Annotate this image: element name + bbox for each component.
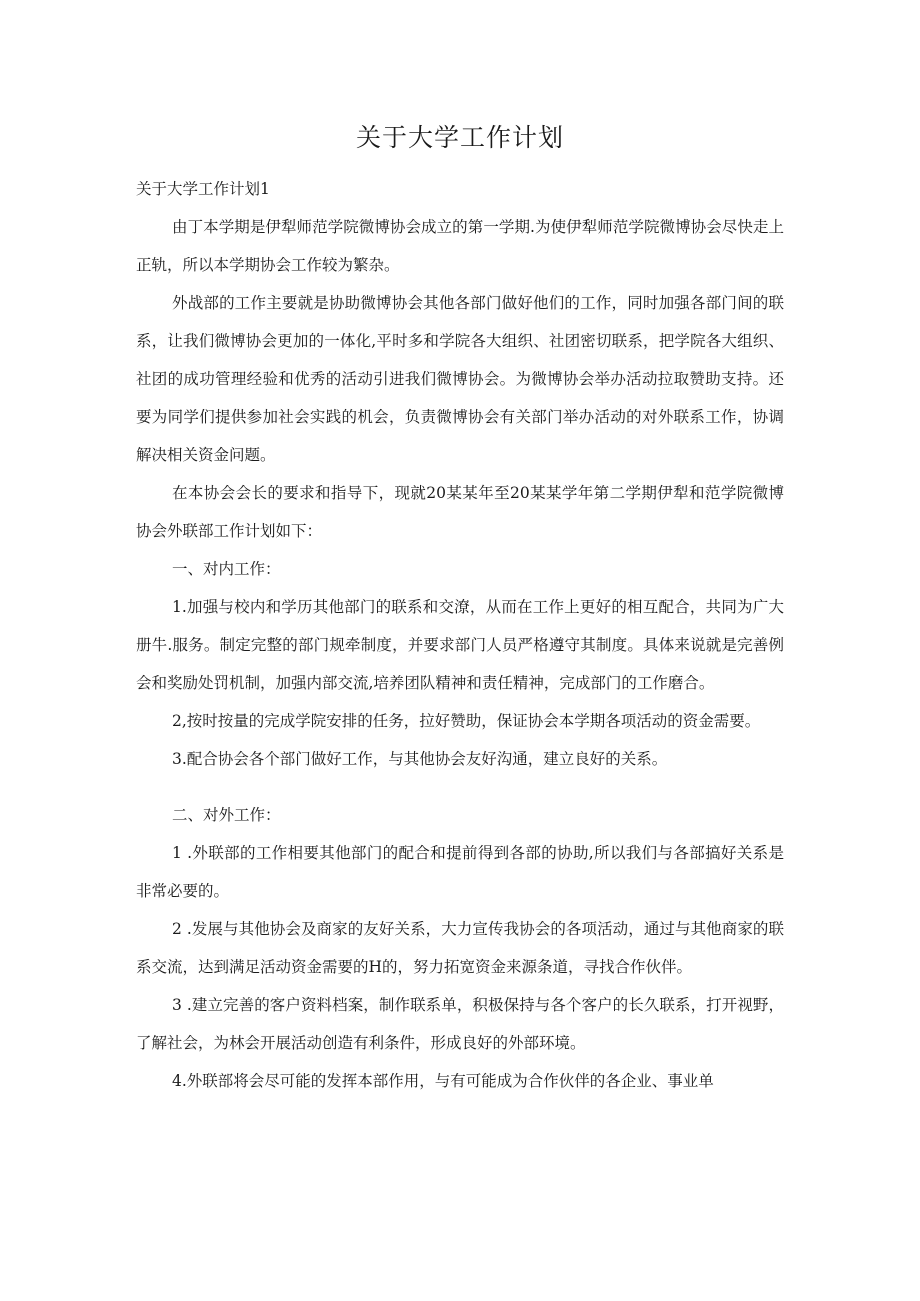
internal-item-2: 2,按时按量的完成学院安排的任务，拉好赞助，保证协会本学期各项活动的资金需要。 [172, 712, 761, 730]
internal-item-3: 3.配合协会各个部门做好工作，与其他协会友好沟通，建立良好的关系。 [172, 750, 668, 768]
external-item-2: 2 .发展与其他协会及商家的友好关系，大力宣传我协会的各项活动，通过与其他商家的联系交流，达到满足活动资金需要的H的，努力拓宽资金来源条道，寻找合作伙伴。 [136, 920, 784, 976]
paragraph-intro: 由丁本学期是伊犁师范学院微博协会成立的第一学期.为使伊犁师范学院微博协会尽快走上正轨，所以本学期协会工作较为繁杂。 [136, 218, 784, 274]
external-item-3: 3 .建立完善的客户资料档案，制作联系单，积极保持与各个客户的长久联系，打开视野，了解社会，为林会开展活动创造有利条件，形成良好的外部环境。 [136, 996, 784, 1052]
paragraph-spacer [136, 778, 784, 796]
paragraph-plan-lead: 在本协会会长的要求和指导下，现就20某某年至20某某学年第二学期伊犁和范学院微博协会外联部工作计划如下： [136, 484, 784, 540]
external-item-1: 1 .外联部的工作相要其他部门的配合和提前得到各部的协助,所以我们与各部搞好关系是非常必要的。 [136, 844, 784, 900]
paragraph-duties: 外战部的工作主要就是协助微博协会其他各部门做好他们的工作，同时加强各部门间的联系，让我们微博协会更加的一体化,平时多和学院各大组织、社团密切联系，把学院各大组织、社团的成功管理经验和优秀的活动引进我们微博协会。为微博协会举办活动拉取赞助支持。还要为同学们提供参加社会实践的机会，负责微博协会有关部门举办活动的对外联系工作，协调解决相关资金问题。 [136, 294, 784, 464]
document-title: 关于大学工作计划 [355, 123, 564, 152]
internal-item-1: 1.加强与校内和学历其他部门的联系和交潦，从而在工作上更好的相互配合，共同为广大册牛.服务。制定完整的部门规牵制度，并要求部门人员严格遵守其制度。具体来说就是完善例会和奖励处罚机制，加强内部交流,培养团队精神和责任精神，完成部门的工作磨合。 [136, 598, 784, 692]
heading-external-work: 二、对外工作： [172, 806, 281, 824]
section-heading: 关于大学工作计划1 [136, 180, 270, 198]
heading-internal-work: 一、对内工作： [172, 560, 281, 578]
document-body [136, 170, 784, 1100]
external-item-4: 4.外联部将会尽可能的发挥本部作用，与有可能成为合作伙伴的各企业、事业单 [172, 1072, 714, 1090]
